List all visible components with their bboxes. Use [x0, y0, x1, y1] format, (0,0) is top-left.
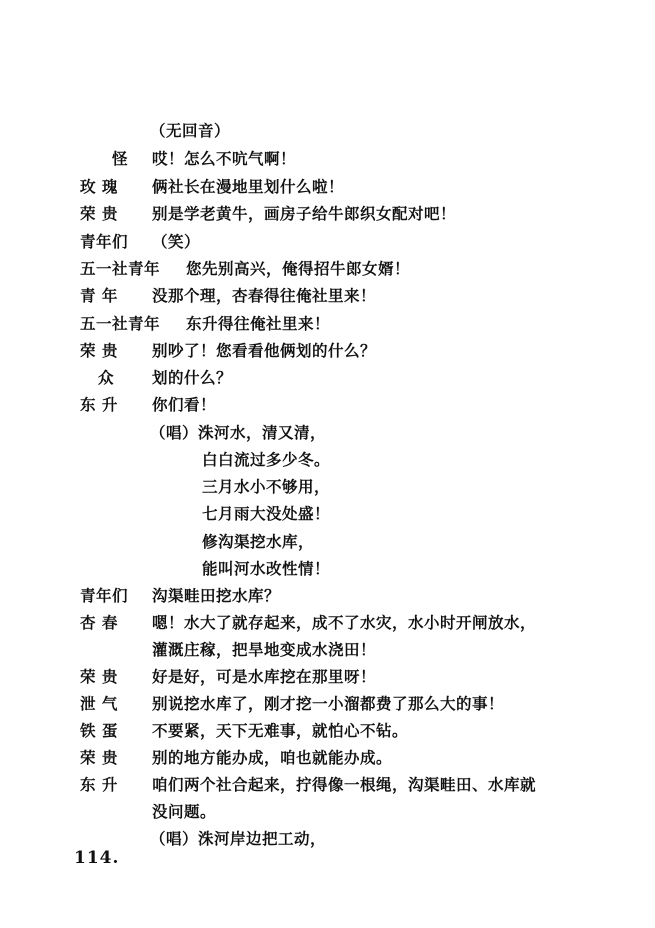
line-text: 能叫河水改性情！ [202, 559, 331, 578]
line-text: 您先别高兴，俺得招牛郎女婿！ [186, 259, 411, 278]
speaker-name: 五一社青年 [80, 314, 161, 333]
speaker-name: 杏 春 [80, 613, 118, 632]
line-text: 灌溉庄稼，把旱地变成水浇田！ [152, 640, 377, 659]
speaker-name: 青年们 [80, 586, 129, 605]
line-text: （无回音） [150, 121, 231, 140]
line-text: 三月水小不够用， [202, 477, 331, 496]
line-text: （唱）洙河水，清又清， [150, 423, 327, 442]
speaker-name: 东 升 [80, 395, 118, 414]
line-text: 别吵了！您看看他俩划的什么？ [152, 341, 377, 360]
line-text: 没那个理，杏春得往俺社里来！ [152, 286, 377, 305]
line-text: 俩社长在漫地里划什么啦！ [152, 177, 345, 196]
line-text: 七月雨大没处盛！ [202, 504, 331, 523]
line-text: 东升得往俺社里来！ [186, 314, 331, 333]
line-text: 你们看！ [152, 395, 217, 414]
line-text: 咱们两个社合起来，拧得像一根绳，沟渠畦田、水库就 [152, 775, 537, 794]
speaker-name: 荣 贵 [80, 748, 118, 767]
line-text: 哎！怎么不吭气啊！ [152, 149, 297, 168]
speaker-name: 东 升 [80, 775, 118, 794]
speaker-name: 荣 贵 [80, 667, 118, 686]
line-text: 不要紧，天下无难事，就怕心不钻。 [152, 721, 409, 740]
speaker-name: 青 年 [80, 286, 118, 305]
speaker-name: 泄 气 [80, 694, 118, 713]
speaker-name: 众 [98, 368, 115, 387]
line-text: 沟渠畦田挖水库？ [152, 586, 281, 605]
line-text: 别说挖水库了，刚才挖一小溜都费了那么大的事！ [152, 694, 505, 713]
speaker-name: 五一社青年 [80, 259, 161, 278]
speaker-name: 铁 蛋 [80, 721, 118, 740]
line-text: 好是好，可是水库挖在那里呀！ [152, 667, 377, 686]
speaker-name: 青年们 [80, 232, 129, 251]
speaker-name: 荣 贵 [80, 204, 118, 223]
line-text: 划的什么？ [152, 368, 233, 387]
line-text: 修沟渠挖水库， [202, 532, 315, 551]
line-text: 别是学老黄牛，画房子给牛郎织女配对吧！ [152, 204, 457, 223]
speaker-name: 玫 瑰 [80, 177, 118, 196]
speaker-name: 怪 [112, 149, 129, 168]
line-text: 别的地方能办成，咱也就能办成。 [152, 748, 393, 767]
line-text: 嗯！水大了就存起来，成不了水灾，水小时开闸放水， [152, 613, 537, 632]
line-text: （笑） [152, 232, 201, 251]
line-text: 白白流过多少冬。 [202, 450, 331, 469]
line-text: 没问题。 [152, 802, 217, 821]
line-text: （唱）洙河岸边把工动， [150, 829, 327, 848]
page-number: 114. [74, 848, 120, 868]
speaker-name: 荣 贵 [80, 341, 118, 360]
